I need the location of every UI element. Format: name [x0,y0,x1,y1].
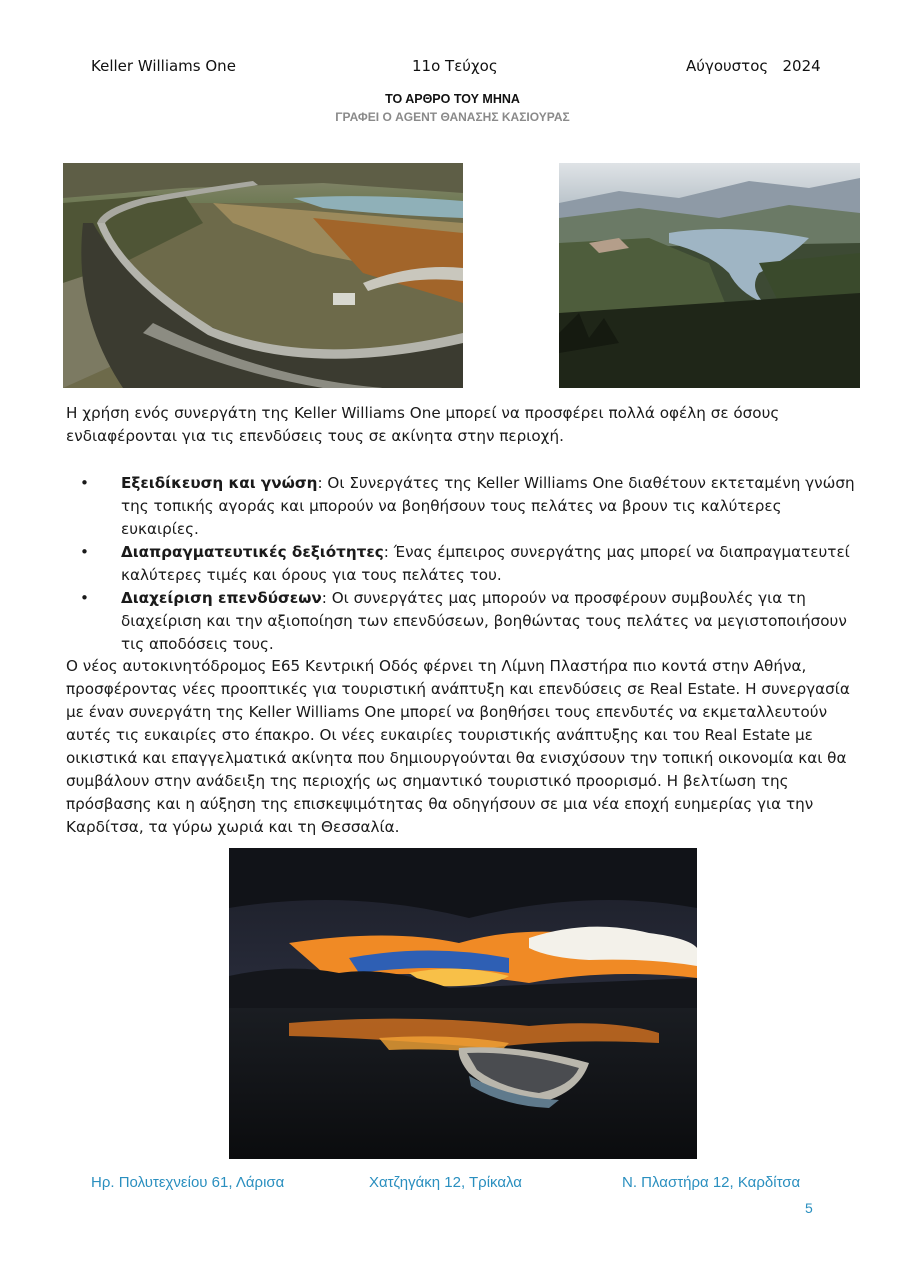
lake-plastira-photo [559,163,860,388]
body-paragraph: Ο νέος αυτοκινητόδρομος Ε65 Κεντρική Οδός φέρνει τη Λίμνη Πλαστήρα πιο κοντά στην Αθήνα, προσφέροντας νέες προοπτικές για τουριστική ανάπτυξη και επενδύσεις σε Real Estate. Η συνεργασία με έναν συνεργάτη της Keller Williams One μπορεί να βοηθήσει τους επενδυτές να εκμεταλλευτούν αυτές τις ευκαιρίες στο έπακρο. Οι νέες ευκαιρίες τουριστικής ανάπτυξης και του Real Estate με οικιστικά και επαγγελματικά ακίνητα που δημιουργούνται θα ενισχύσουν την τοπική οικονομία και θα συμβάλουν στην ανάδειξη της περιοχής ως σημαντικό τουριστικό προορισμό. Η βελτίωση της πρόσβασης και η αύξηση της επισκεψιμότητας θα οδηγήσουν σε μια νέα εποχή ευημερίας για την Καρδίτσα, τα γύρω χωριά και τη Θεσσαλία. [66,657,850,836]
list-item [80,472,860,541]
header-publisher: Keller Williams One [91,57,236,75]
office-address-trikala: Χατζηγάκη 12, Τρίκαλα [369,1174,522,1191]
list-item [80,587,860,656]
benefits-list [80,472,860,656]
article-title: ΤΟ ΑΡΘΡΟ ΤΟΥ ΜΗΝΑ [385,92,520,106]
bullet-icon: • [80,589,89,607]
bullet-text: : Ένας έμπειρος συνεργάτης μας μπορεί να διαπραγματευτεί καλύτερες τιμές και όρους για τους πελάτες του. [121,543,850,584]
bullet-term: Εξειδίκευση και γνώση [121,474,318,492]
article-byline: ΓΡΑΦΕΙ Ο AGENT ΘΑΝΑΣΗΣ ΚΑΣΙΟΥΡΑΣ [335,110,570,124]
bullet-icon: • [80,474,89,492]
sunset-lake-boat-photo [229,848,697,1159]
header-issue: 11ο Τεύχος [412,57,498,75]
page-number: 5 [805,1200,813,1216]
bullet-term: Διαχείριση επενδύσεων [121,589,322,607]
bullet-text: : Οι Συνεργάτες της Keller Williams One διαθέτουν εκτεταμένη γνώση της τοπικής αγοράς και μπορούν να βοηθήσουν τους πελάτες να βρουν τις καλύτερες ευκαιρίες. [121,474,855,538]
office-address-larisa: Ηρ. Πολυτεχνείου 61, Λάρισα [91,1174,285,1191]
bullet-term: Διαπραγματευτικές δεξιότητες [121,543,384,561]
bullet-icon: • [80,543,89,561]
bullet-text: : Οι συνεργάτες μας μπορούν να προσφέρουν συμβουλές για τη διαχείριση και την αξιοποίηση των επενδύσεων, βοηθώντας τους πελάτες να μεγιστοποιήσουν τις αποδόσεις τους. [121,589,847,653]
list-item [80,541,860,587]
office-address-karditsa: Ν. Πλαστήρα 12, Καρδίτσα [622,1174,801,1191]
header-date: Αύγουστος 2024 [686,57,821,75]
intro-paragraph: Η χρήση ενός συνεργάτη της Keller Williams One μπορεί να προσφέρει πολλά οφέλη σε όσους ενδιαφέρονται για τις επενδύσεις τους σε ακίνητα στην περιοχή. [66,404,780,445]
highway-aerial-photo [63,163,463,388]
